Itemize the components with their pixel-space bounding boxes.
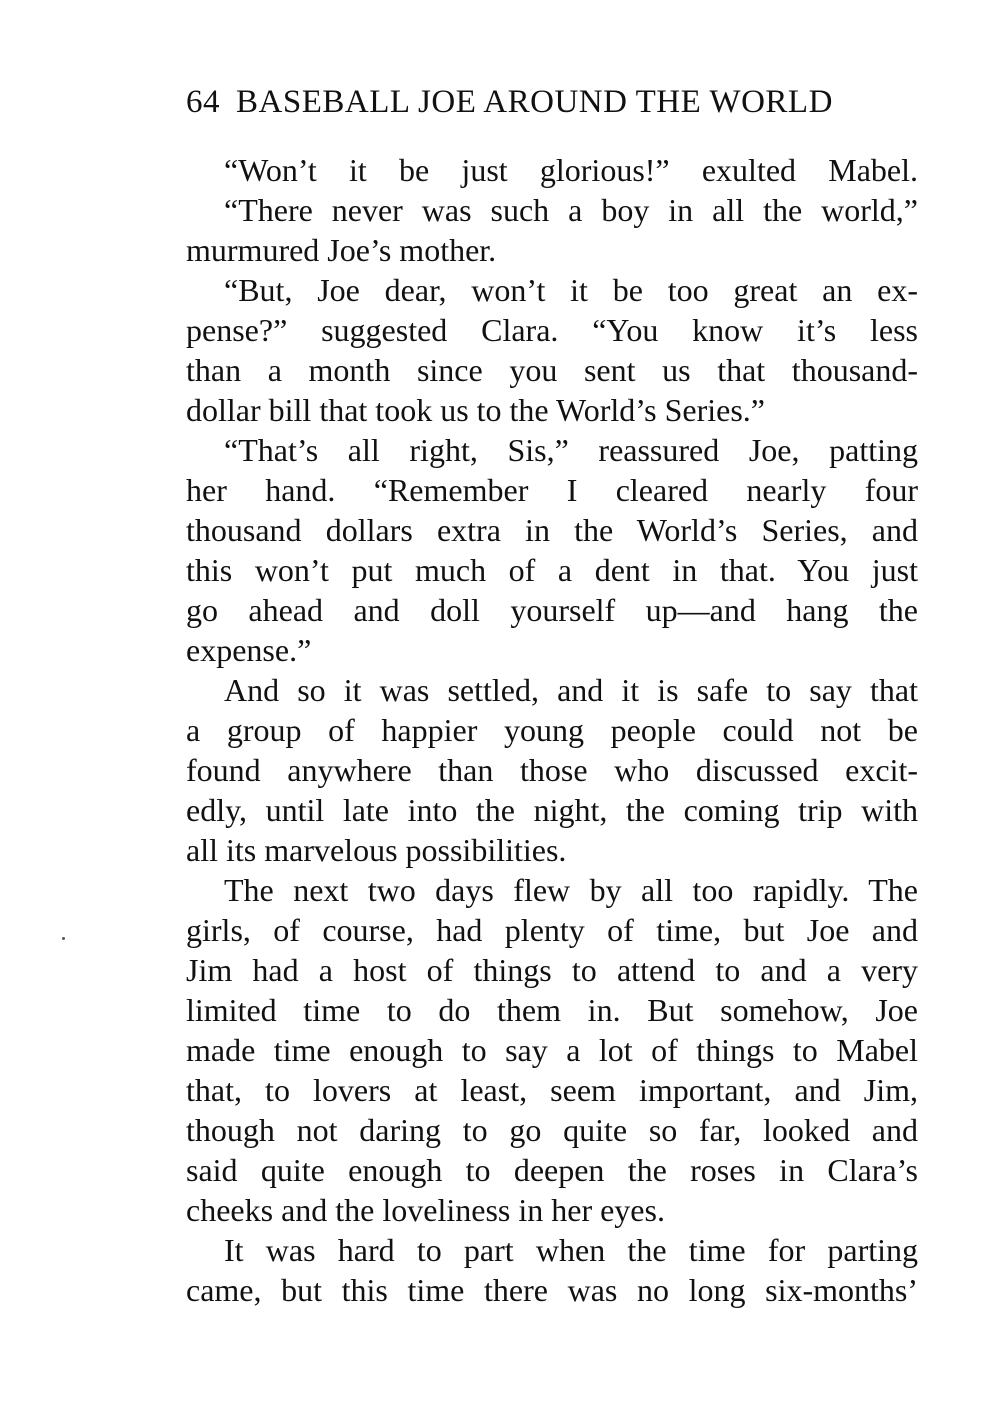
text-line: that, to lovers at least, seem important, and Jim, bbox=[186, 1072, 918, 1108]
text-line: girls, of course, had plenty of time, but Joe and bbox=[186, 912, 918, 948]
text-line: made time enough to say a lot of things to Mabel bbox=[186, 1032, 918, 1068]
book-title: BASEBALL JOE AROUND THE WORLD bbox=[236, 84, 833, 120]
text-line: all its marvelous possibilities. bbox=[186, 832, 567, 868]
text-line: came, but this time there was no long six-months’ bbox=[186, 1272, 918, 1308]
ink-speck bbox=[62, 937, 65, 940]
page-number: 64 bbox=[186, 84, 220, 120]
text-line: And so it was settled, and it is safe to say that bbox=[224, 672, 918, 708]
body-text bbox=[186, 150, 918, 1310]
text-line: this won’t put much of a dent in that. You just bbox=[186, 552, 918, 588]
text-line: dollar bill that took us to the World’s Series.” bbox=[186, 392, 765, 428]
text-line: cheeks and the loveliness in her eyes. bbox=[186, 1192, 665, 1228]
text-line: a group of happier young people could not be bbox=[186, 712, 918, 748]
running-head bbox=[186, 84, 918, 132]
text-line: expense.” bbox=[186, 632, 312, 668]
text-line: The next two days flew by all too rapidly. The bbox=[224, 872, 918, 908]
text-line: said quite enough to deepen the roses in Clara’s bbox=[186, 1152, 918, 1188]
text-line: It was hard to part when the time for parting bbox=[224, 1232, 918, 1268]
text-line: Jim had a host of things to attend to and a very bbox=[186, 952, 918, 988]
text-line: limited time to do them in. But somehow, Joe bbox=[186, 992, 918, 1028]
text-line: murmured Joe’s mother. bbox=[186, 232, 497, 268]
text-line: thousand dollars extra in the World’s Series, and bbox=[186, 512, 918, 548]
text-line: pense?” suggested Clara. “You know it’s less bbox=[186, 312, 918, 348]
text-line: “Won’t it be just glorious!” exulted Mabel. bbox=[224, 152, 918, 188]
text-line: though not daring to go quite so far, looked and bbox=[186, 1112, 918, 1148]
text-line: than a month since you sent us that thousand- bbox=[186, 352, 918, 388]
text-line: found anywhere than those who discussed excit- bbox=[186, 752, 918, 788]
text-line: edly, until late into the night, the coming trip with bbox=[186, 792, 918, 828]
text-line: “But, Joe dear, won’t it be too great an ex- bbox=[224, 272, 918, 308]
text-line: “There never was such a boy in all the world,” bbox=[224, 192, 918, 228]
text-line: “That’s all right, Sis,” reassured Joe, patting bbox=[224, 432, 918, 468]
text-line: her hand. “Remember I cleared nearly four bbox=[186, 472, 918, 508]
text-line: go ahead and doll yourself up—and hang the bbox=[186, 592, 918, 628]
